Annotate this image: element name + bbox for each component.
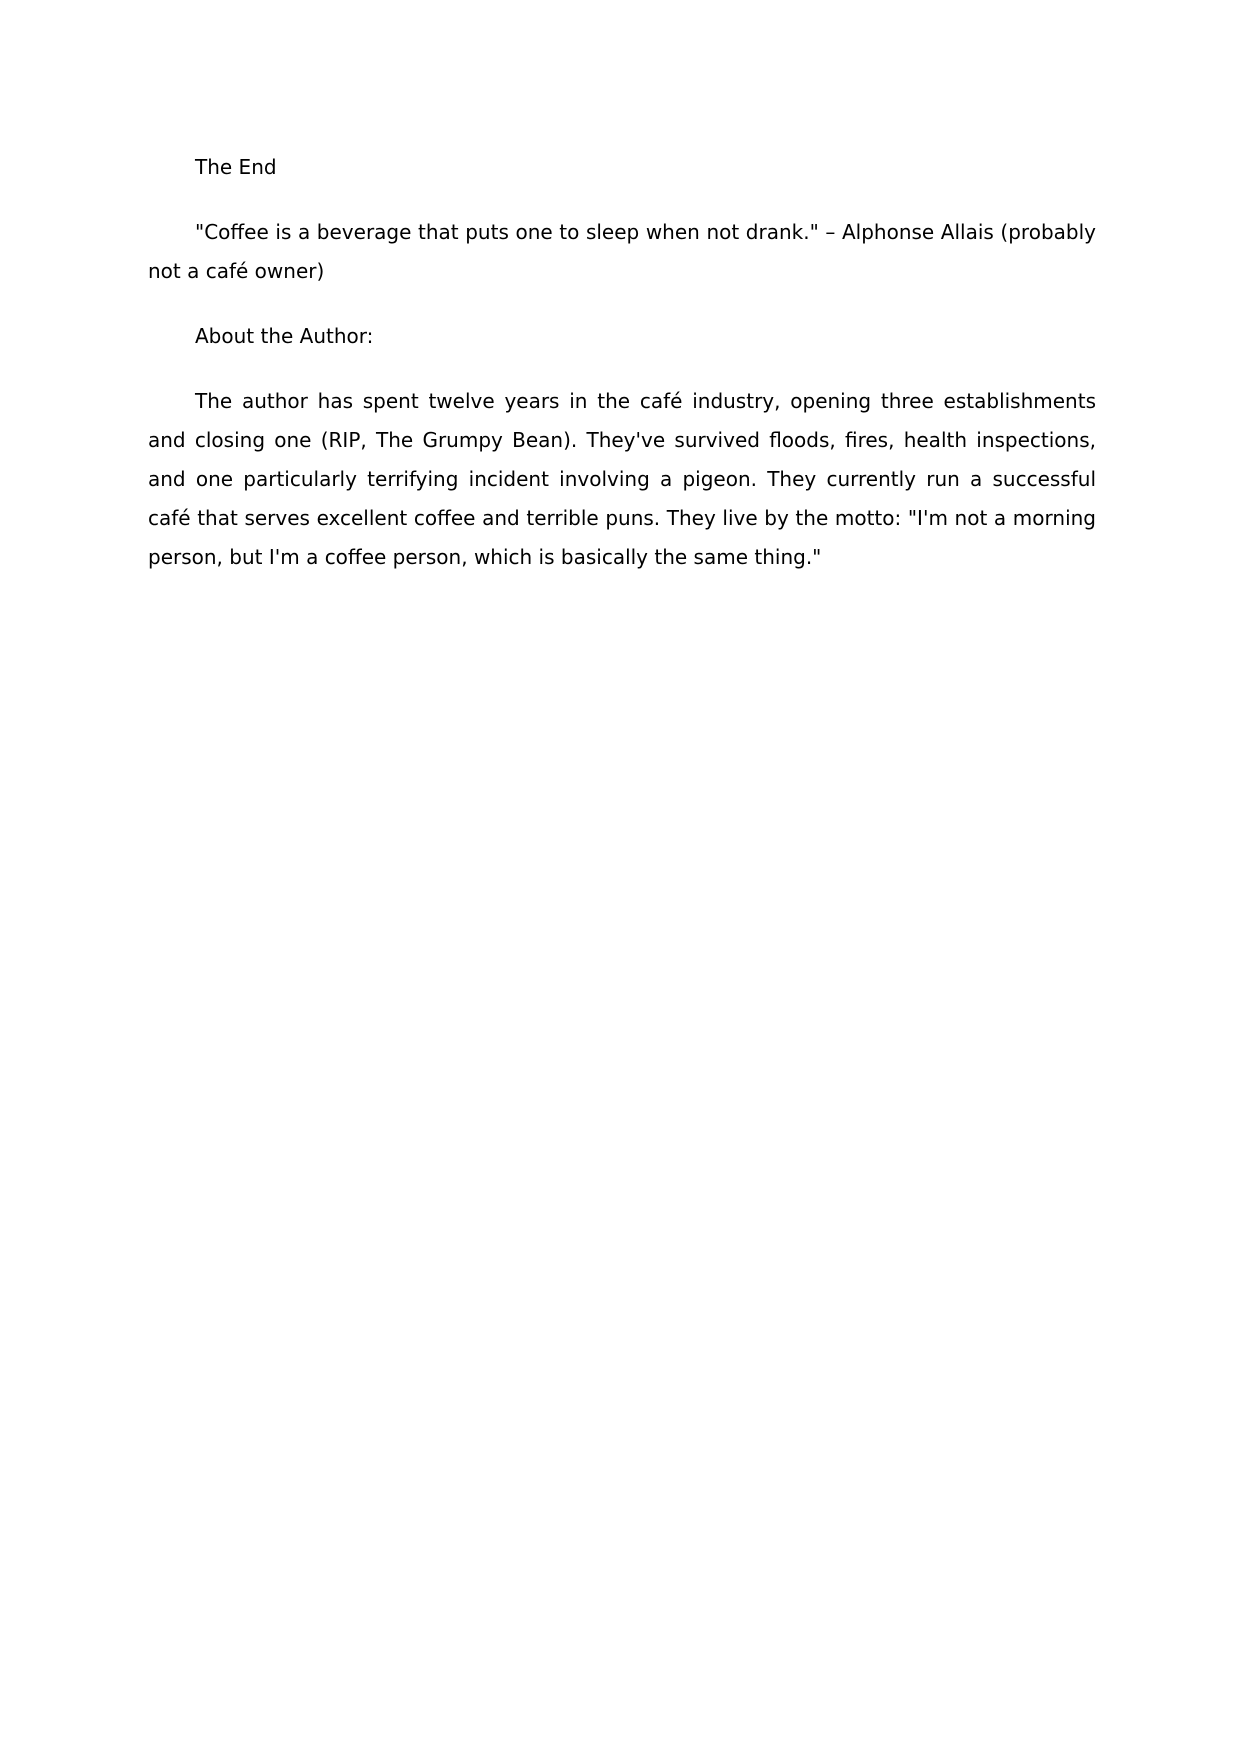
closing-quote: "Coffee is a beverage that puts one to sleep when not drank." – Alphonse Allais (probably not a café owner): [148, 220, 1096, 283]
page-content: [148, 148, 1096, 603]
about-author-heading: About the Author:: [195, 324, 374, 348]
ending-heading: The End: [195, 155, 277, 179]
author-bio: The author has spent twelve years in the café industry, opening three establishments and closing one (RIP, The Grumpy Bean). They've survived floods, fires, health inspections, and one particularly terrifying incident involving a pigeon. They currently run a successful café that serves excellent coffee and terrible puns. They live by the motto: "I'm not a morning person, but I'm a coffee person, which is basically the same thing.": [148, 389, 1096, 569]
